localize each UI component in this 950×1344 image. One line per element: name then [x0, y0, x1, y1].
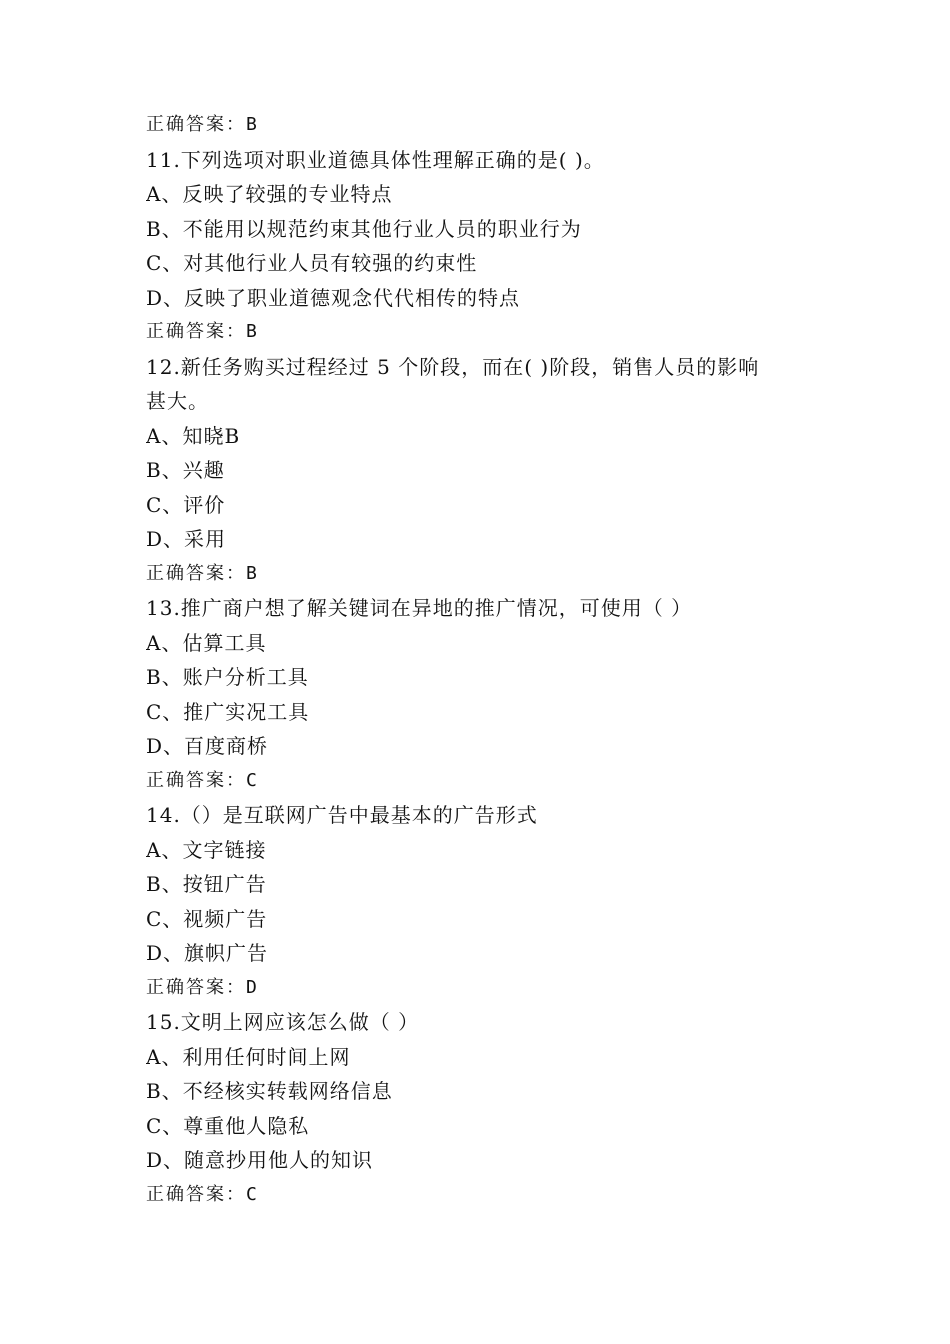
question-text: 15.文明上网应该怎么做（ ） — [146, 1010, 420, 1034]
correct-answer: 正确答案：C — [146, 1183, 259, 1205]
option-line: D、反映了职业道德观念代代相传的特点 — [146, 285, 521, 310]
correct-answer: 正确答案：B — [146, 321, 259, 342]
option-line: B、不经核实转载网络信息 — [146, 1079, 393, 1103]
option-line: A、利用任何时间上网 — [146, 1044, 351, 1069]
option-line: C、评价 — [146, 492, 226, 517]
option-line: C、推广实况工具 — [146, 699, 310, 724]
correct-answer: 正确答案：B — [146, 562, 259, 584]
option-line: D、采用 — [146, 527, 227, 551]
correct-answer: 正确答案：D — [146, 976, 259, 998]
option-line: B、按钮广告 — [146, 872, 267, 896]
option-line: D、旗帜广告 — [146, 941, 269, 965]
question-text: 13.推广商户想了解关键词在异地的推广情况，可使用（ ） — [146, 596, 693, 620]
option-line: A、知晓B — [146, 423, 241, 448]
option-line: B、账户分析工具 — [146, 665, 309, 689]
option-line: C、尊重他人隐私 — [146, 1113, 310, 1138]
question-text: 甚大。 — [146, 389, 209, 413]
question-text: 12.新任务购买过程经过 5 个阶段，而在( )阶段，销售人员的影响 — [146, 354, 760, 379]
question-list — [146, 108, 826, 1212]
option-line: A、估算工具 — [146, 630, 267, 655]
option-line: A、文字链接 — [146, 837, 267, 862]
option-line: D、百度商桥 — [146, 734, 269, 758]
option-line: C、对其他行业人员有较强的约束性 — [146, 251, 478, 275]
question-text: 14.（）是互联网广告中最基本的广告形式 — [146, 803, 538, 827]
option-line: B、不能用以规范约束其他行业人员的职业行为 — [146, 216, 582, 241]
option-line: A、反映了较强的专业特点 — [146, 182, 393, 206]
question-text: 11.下列选项对职业道德具体性理解正确的是( )。 — [146, 147, 605, 172]
correct-answer: 正确答案：C — [146, 769, 259, 791]
option-line: C、视频广告 — [146, 906, 268, 931]
option-line: D、随意抄用他人的知识 — [146, 1148, 374, 1172]
correct-answer: 正确答案：B — [146, 114, 259, 135]
option-line: B、兴趣 — [146, 458, 225, 482]
